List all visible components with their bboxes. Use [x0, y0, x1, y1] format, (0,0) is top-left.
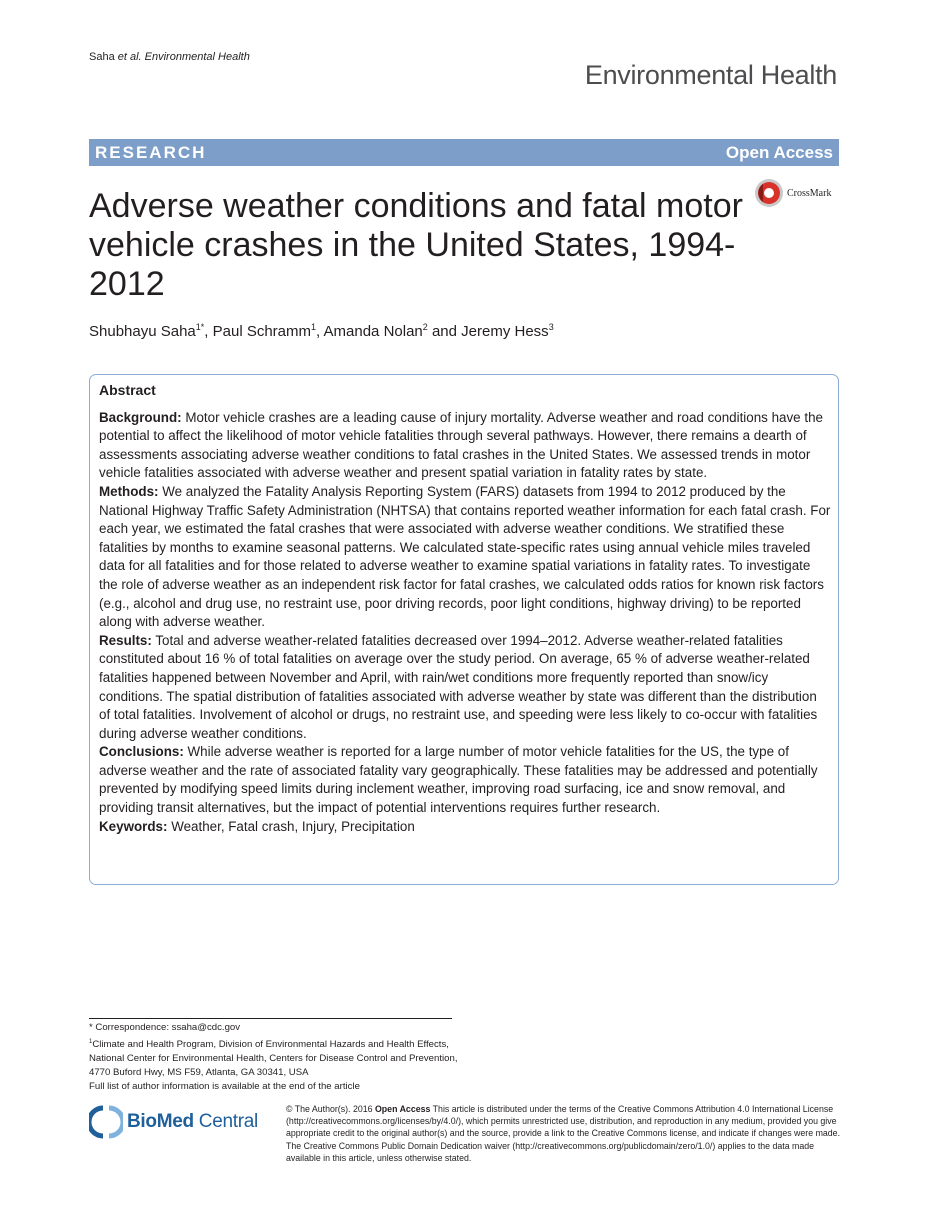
author-name: Amanda Nolan — [323, 323, 423, 340]
section-text: We analyzed the Fatality Analysis Reporting System (FARS) datasets from 1994 to 2012 produced by the National Highway Traffic Safety Administration (NHTSA) that contains reported weather information for each fatal crash. For each year, we estimated the fatal crashes that were associated with adverse weather conditions. We stratified these fatalities by months to examine seasonal patterns. We calculated state-specific rates using annual vehicle miles traveled data for all fatalities and for those related to adverse weather to examine spatial variations in fatality rates. To investigate the role of adverse weather as an independent risk factor for fatal crashes, we calculated odds ratios for known risk factors (e.g., alcohol and drug use, no restraint use, poor driving records, poor light conditions, highway driving) to be reported along with adverse weather. — [99, 483, 831, 630]
author-sep: , — [204, 323, 213, 340]
author-name: Jeremy Hess — [461, 323, 549, 340]
section-label: Methods: — [99, 483, 159, 499]
author-affil: 3 — [548, 322, 554, 332]
section-label: Conclusions: — [99, 744, 184, 760]
author-sep: , — [316, 323, 324, 340]
crossmark-badge[interactable] — [754, 176, 844, 210]
abstract-results — [99, 632, 831, 744]
footnote-divider — [89, 1018, 452, 1019]
affiliation-text: Climate and Health Program, Division of Environmental Hazards and Health Effects, National Center for Environmental Health, Centers for Disease Control and Prevention, 4770 Buford Hwy, MS F59, Atlanta, GA 30341, USA — [89, 1039, 458, 1079]
footnote — [89, 1021, 459, 1094]
running-head-journal: et al. Environmental Health — [117, 51, 250, 63]
correspondence: * Correspondence: ssaha@cdc.gov — [89, 1022, 241, 1033]
bmc-logo-text — [127, 1111, 258, 1133]
bmc-logo-rest: Central — [193, 1111, 258, 1132]
section-banner — [89, 139, 839, 166]
author-name: Shubhayu Saha — [89, 323, 196, 340]
abstract — [99, 381, 831, 836]
bmc-logo-bold: BioMed — [127, 1111, 194, 1132]
open-access-bold: Open Access — [374, 1104, 431, 1114]
section-text: Total and adverse weather-related fatalities decreased over 1994–2012. Adverse weather-related fatalities constituted about 16 % of total fatalities on average over the study period. On average, 65 % of adverse weather-related fatalities happened between November and April, with rain/wet conditions more frequently reported than snow/icy conditions. The spatial distribution of fatalities associated with adverse weather by state was different than the distribution of total fatalities. Involvement of alcohol or drugs, no restraint use, and speeding were less likely to co-occur with fatalities during adverse weather conditions. — [99, 632, 818, 741]
abstract-conclusions — [99, 743, 831, 817]
author-affil: 1 — [311, 322, 317, 332]
section-text: While adverse weather is reported for a large number of motor vehicle fatalities for the US, the type of adverse weather and the rate of associated fatality vary geographically. These fatalities may be addressed and potentially prevented by modifying speed limits during inclement weather, improving road surfacing, ice and snow removal, and providing transit alternatives, but the impact of potential interventions requires further research. — [99, 744, 818, 816]
license-body: This article is distributed under the terms of the Creative Commons Attribution 4.0 International License (http://creativecommons.org/licenses/by/4.0/), which permits unrestricted use, distribution, and reproduction in any medium, provided you give appropriate credit to the original author(s) and the source, provide a link to the Creative Commons license, and indicate if changes were made. The Creative Commons Public Domain Dedication waiver (http://creativecommons.org/publicdomain/zero/1.0/) applies to the data made available in this article, unless otherwise stated. — [286, 1104, 841, 1163]
license-text — [286, 1103, 846, 1164]
section-text: Weather, Fatal crash, Injury, Precipitation — [167, 818, 415, 834]
section-label: RESEARCH — [95, 142, 207, 162]
open-access-label: Open Access — [725, 142, 833, 162]
running-head-authors: Saha — [89, 51, 118, 63]
running-head — [89, 51, 250, 63]
journal-title: Environmental Health — [584, 60, 837, 90]
abstract-methods — [99, 483, 831, 632]
abstract-keywords — [99, 818, 831, 837]
affiliation — [89, 1035, 459, 1080]
bmc-bracket-icon — [89, 1105, 123, 1139]
author-info-note: Full list of author information is available at the end of the article — [89, 1081, 360, 1093]
author-sep: and — [427, 323, 462, 340]
crossmark-label: CrossMark — [787, 187, 832, 199]
copyright: © The Author(s). 2016 — [286, 1104, 375, 1114]
section-label: Results: — [99, 632, 152, 648]
section-label: Background: — [99, 409, 182, 425]
author-list — [89, 322, 554, 340]
affiliation-sup: 1 — [89, 1039, 93, 1045]
author-affil: 2 — [422, 322, 428, 332]
article-title: Adverse weather conditions and fatal motor vehicle crashes in the United States, 1994-2012 — [89, 187, 743, 303]
biomed-central-logo — [89, 1104, 264, 1140]
author-affil: 1* — [195, 322, 205, 332]
section-text: Motor vehicle crashes are a leading cause of injury mortality. Adverse weather and road conditions have the potential to affect the likelihood of motor vehicle fatalities through several pathways. However, there remains a dearth of assessments associating adverse weather conditions to fatal crashes in the United States. We assessed trends in motor vehicle fatalities associated with adverse weather and present spatial variation in fatality rates by state. — [99, 409, 823, 481]
crossmark-icon — [754, 178, 784, 208]
section-label: Keywords: — [99, 818, 168, 834]
abstract-heading: Abstract — [99, 382, 156, 398]
author-name: Paul Schramm — [212, 323, 311, 340]
abstract-background — [99, 409, 831, 483]
